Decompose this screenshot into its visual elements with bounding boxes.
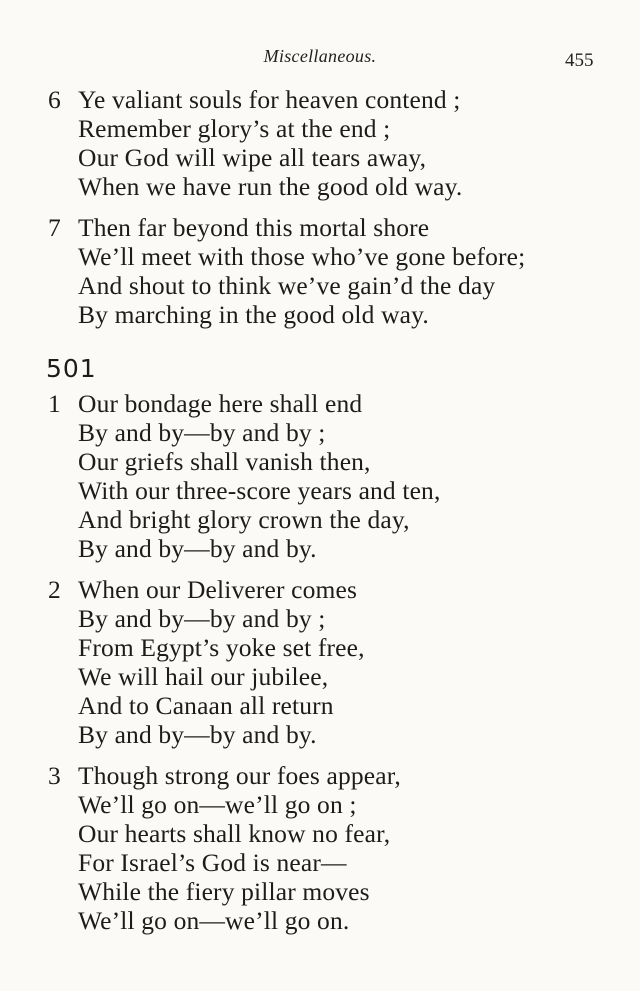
verse-line: From Egypt’s yoke set free, — [78, 633, 365, 662]
stanza-line — [0, 300, 640, 329]
stanza-line — [0, 633, 640, 662]
verse-line: Our God will wipe all tears away, — [78, 143, 427, 172]
stanza-line — [0, 418, 640, 447]
hymn-stanza-2 — [0, 575, 640, 749]
stanza-line — [0, 172, 640, 201]
verse-line: By and by—by and by ; — [78, 418, 326, 447]
verse-line: By and by—by and by. — [78, 720, 317, 749]
stanza-line — [0, 534, 640, 563]
stanza-line — [0, 761, 640, 790]
verse-line: And shout to think we’ve gain’d the day — [78, 271, 496, 300]
stanza-line — [0, 114, 640, 143]
stanza-line — [0, 848, 640, 877]
verse-line: When our Deliverer comes — [78, 575, 358, 604]
hymn-stanza-1 — [0, 389, 640, 563]
stanza-number: 7 — [48, 213, 61, 242]
verse-line: We’ll go on—we’ll go on. — [78, 906, 350, 935]
verse-line: We’ll go on—we’ll go on ; — [78, 790, 357, 819]
verse-line: And to Canaan all return — [78, 691, 334, 720]
verse-line: By and by—by and by ; — [78, 604, 326, 633]
verse-line: Then far beyond this mortal shore — [78, 213, 430, 242]
stanza-line — [0, 143, 640, 172]
verse-line: By marching in the good old way. — [78, 300, 429, 329]
stanza-line — [0, 505, 640, 534]
stanza-line — [0, 213, 640, 242]
stanza-6 — [0, 85, 640, 201]
stanza-number: 6 — [48, 85, 61, 114]
stanza-line — [0, 691, 640, 720]
verse-line: Our griefs shall vanish then, — [78, 447, 371, 476]
verse-line: By and by—by and by. — [78, 534, 317, 563]
stanza-line — [0, 85, 640, 114]
verse-line: We’ll meet with those who’ve gone before; — [78, 242, 526, 271]
stanza-line — [0, 906, 640, 935]
verse-line: Ye valiant souls for heaven contend ; — [78, 85, 461, 114]
stanza-line — [0, 447, 640, 476]
stanza-number: 2 — [48, 575, 61, 604]
stanza-line — [0, 662, 640, 691]
stanza-line — [0, 877, 640, 906]
stanza-line — [0, 790, 640, 819]
stanza-line — [0, 389, 640, 418]
verse-line: With our three-score years and ten, — [78, 476, 441, 505]
stanza-number: 1 — [48, 389, 61, 418]
verse-line: While the fiery pillar moves — [78, 877, 370, 906]
verse-line: For Israel’s God is near— — [78, 848, 347, 877]
stanza-line — [0, 242, 640, 271]
verse-line: Remember glory’s at the end ; — [78, 114, 391, 143]
hymn-stanza-3 — [0, 761, 640, 935]
stanza-line — [0, 575, 640, 604]
running-header-title: Miscellaneous. — [263, 46, 377, 66]
page-number: 455 — [565, 50, 594, 71]
verse-line: Though strong our foes appear, — [78, 761, 401, 790]
stanza-line — [0, 271, 640, 300]
stanza-7 — [0, 213, 640, 329]
verse-line: We will hail our jubilee, — [78, 662, 329, 691]
verse-line: Our bondage here shall end — [78, 389, 363, 418]
verse-line: When we have run the good old way. — [78, 172, 463, 201]
hymn-number: 501 — [46, 354, 97, 383]
verse-line: Our hearts shall know no fear, — [78, 819, 391, 848]
stanza-line — [0, 476, 640, 505]
stanza-line — [0, 604, 640, 633]
stanza-number: 3 — [48, 761, 61, 790]
verse-line: And bright glory crown the day, — [78, 505, 410, 534]
stanza-line — [0, 819, 640, 848]
stanza-line — [0, 720, 640, 749]
